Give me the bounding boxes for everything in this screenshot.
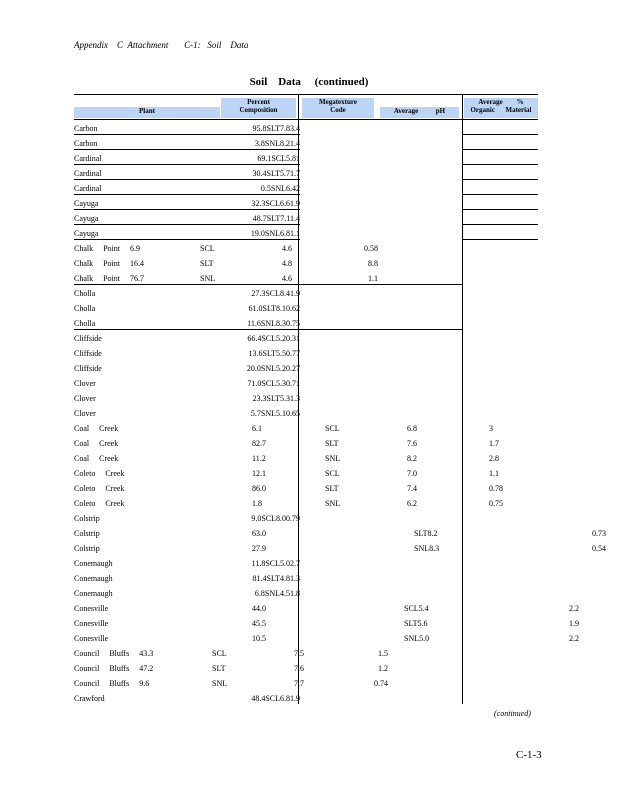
plant-name: Chalk Point 76.7	[74, 274, 145, 283]
row-value: 11.6SNL8.30.75	[247, 319, 300, 328]
plant-name: Clover	[74, 394, 96, 403]
row-value: 8.2	[407, 454, 417, 463]
row-value: 23.3SLT5.31.3	[252, 394, 300, 403]
row-value: 44.0	[252, 604, 266, 613]
page-title: Soil Data (continued)	[249, 76, 369, 88]
row-value: SLT	[325, 484, 339, 493]
plant-name: Conemaugh	[74, 559, 113, 568]
row-value: 4.6	[282, 274, 292, 283]
plant-name: Colstrip	[74, 514, 100, 523]
table-row	[74, 601, 614, 616]
table-row	[74, 511, 614, 526]
table-row	[74, 541, 614, 556]
row-value: 5.7SNL5.10.65	[250, 409, 300, 418]
row-value: 61.0SLT8.10.62	[248, 304, 300, 313]
row-value: SLT5.6	[404, 619, 428, 628]
plant-name: Cholla	[74, 289, 96, 298]
row-value: 7.5	[294, 649, 304, 658]
row-value: 20.0SNL5.20.27	[246, 364, 300, 373]
row-value: 66.4SCL5.20.31	[247, 334, 300, 343]
table-row	[74, 661, 614, 676]
plant-name: Coal Creek	[74, 454, 119, 463]
row-rule	[74, 284, 462, 285]
table-row	[74, 436, 614, 451]
plant-name: Council Bluffs 43.3	[74, 649, 154, 658]
row-value: 9.0SCL8.00.79	[251, 514, 300, 523]
row-value: SLT8.2	[414, 529, 438, 538]
row-value: 2.2	[569, 634, 579, 643]
plant-name: Carbon	[74, 139, 98, 148]
row-value: 6.1	[252, 424, 262, 433]
plant-name: Coleto Creek	[74, 499, 125, 508]
plant-name: Clover	[74, 409, 96, 418]
table-row	[74, 241, 614, 256]
column-header-percent-composition: Percent Composition	[221, 98, 296, 118]
row-value: SCL	[325, 469, 340, 478]
table-row	[74, 556, 614, 571]
row-value: 0.5SNL6.42	[260, 184, 300, 193]
row-rule	[74, 134, 300, 135]
table-row	[74, 421, 614, 436]
table-row	[74, 301, 614, 316]
row-value: SNL8.3	[414, 544, 440, 553]
plant-name: Clover	[74, 379, 96, 388]
column-header-megatexture-code: Megatexture Code	[302, 98, 374, 118]
row-value: 8.8	[368, 259, 378, 268]
continued-note: (continued)	[494, 709, 531, 718]
plant-name: Chalk Point 16.4	[74, 259, 145, 268]
table-row	[74, 466, 614, 481]
row-value: 2.8	[489, 454, 499, 463]
plant-name: Cholla	[74, 304, 96, 313]
plant-name: Coal Creek	[74, 424, 119, 433]
row-value: 1.2	[378, 664, 388, 673]
row-value: SLT	[212, 664, 226, 673]
table-row	[74, 571, 614, 586]
table-row	[74, 631, 614, 646]
row-value: SCL	[200, 244, 215, 253]
plant-name: Colstrip	[74, 544, 100, 553]
row-value: 3	[489, 424, 493, 433]
row-value: 48.7SLT7.11.4	[252, 214, 300, 223]
row-value: 30.4SLT5.71.7	[252, 169, 300, 178]
row-rule	[462, 164, 538, 165]
row-value: 1.8	[252, 499, 262, 508]
table-row	[74, 496, 614, 511]
row-value: 11.8SCL5.02.7	[251, 559, 300, 568]
plant-name: Coal Creek	[74, 439, 119, 448]
plant-name: Colstrip	[74, 529, 100, 538]
column-header-organic-material: Average % Organic Material	[464, 98, 538, 118]
page-number: C-1-3	[516, 749, 542, 761]
row-value: 0.75	[489, 499, 503, 508]
table-row	[74, 406, 614, 421]
row-value: SCL5.4	[404, 604, 429, 613]
row-value: 6.2	[407, 499, 417, 508]
plant-name: Cardinal	[74, 154, 102, 163]
row-rule	[74, 209, 300, 210]
plant-name: Council Bluffs 47.2	[74, 664, 154, 673]
row-rule	[462, 134, 538, 135]
plant-name: Cardinal	[74, 184, 102, 193]
row-rule	[462, 224, 538, 225]
row-value: 86.0	[252, 484, 266, 493]
row-value: 7.0	[407, 469, 417, 478]
table-row	[74, 526, 614, 541]
row-value: 63.0	[252, 529, 266, 538]
table-row	[74, 481, 614, 496]
plant-name: Cliffside	[74, 364, 102, 373]
row-value: 6.8SNL4.51.8	[254, 589, 300, 598]
plant-name: Cayuga	[74, 199, 99, 208]
row-value: 3.8SNL8.21.4	[254, 139, 300, 148]
table-row	[74, 391, 614, 406]
row-value: 0.78	[489, 484, 503, 493]
row-rule	[462, 179, 538, 180]
row-value: 27.3SCL8.41.9	[251, 289, 300, 298]
row-rule	[74, 224, 300, 225]
row-value: 4.6	[282, 244, 292, 253]
row-value: SCL	[325, 424, 340, 433]
running-header: Appendix C Attachment C-1: Soil Data	[74, 40, 249, 50]
row-rule	[74, 239, 300, 240]
row-value: 6.8	[407, 424, 417, 433]
row-rule	[462, 194, 538, 195]
row-value: 19.0SNL6.81.1	[250, 229, 300, 238]
row-value: 11.2	[252, 454, 266, 463]
row-rule	[74, 194, 300, 195]
table-row	[74, 256, 614, 271]
row-value: 69.1SCL5.81	[257, 154, 300, 163]
row-value: 7.6	[294, 664, 304, 673]
row-rule	[462, 149, 538, 150]
plant-name: Cliffside	[74, 349, 102, 358]
row-value: SLT	[200, 259, 214, 268]
row-value: 7.7	[294, 679, 304, 688]
table-row	[74, 346, 614, 361]
table-row	[74, 676, 614, 691]
row-value: SNL	[325, 454, 341, 463]
table-row	[74, 286, 614, 301]
row-value: 32.3SCL6.61.9	[251, 199, 300, 208]
plant-name: Chalk Point 6.9	[74, 244, 141, 253]
row-value: 45.5	[252, 619, 266, 628]
row-value: 7.6	[407, 439, 417, 448]
plant-name: Conesville	[74, 619, 109, 628]
plant-name: Conesville	[74, 604, 109, 613]
row-rule	[74, 164, 300, 165]
plant-name: Cardinal	[74, 169, 102, 178]
table-row	[74, 451, 614, 466]
row-value: SNL5.0	[404, 634, 430, 643]
table-row	[74, 616, 614, 631]
row-rule	[74, 149, 300, 150]
table-row	[74, 361, 614, 376]
table-top-rule	[74, 94, 538, 95]
plant-name: Conemaugh	[74, 574, 113, 583]
row-value: 2.2	[569, 604, 579, 613]
row-value: 82.7	[252, 439, 266, 448]
table-row	[74, 691, 614, 706]
row-value: SNL	[200, 274, 216, 283]
plant-name: Cayuga	[74, 229, 99, 238]
row-value: 81.4SLT4.81.3	[252, 574, 300, 583]
plant-name: Cayuga	[74, 214, 99, 223]
row-value: 1.9	[569, 619, 579, 628]
plant-name: Cholla	[74, 319, 96, 328]
row-rule	[462, 239, 538, 240]
row-value: 10.5	[252, 634, 266, 643]
table-row	[74, 376, 614, 391]
row-value: SLT	[325, 439, 339, 448]
table-row	[74, 331, 614, 346]
row-value: 7.4	[407, 484, 417, 493]
row-value: 71.0SCL5.30.71	[247, 379, 300, 388]
row-value: 1.5	[378, 649, 388, 658]
row-value: 0.58	[364, 244, 378, 253]
row-value: 48.4SCL6.81.9	[251, 694, 300, 703]
table-row	[74, 646, 614, 661]
row-value: SCL	[212, 649, 227, 658]
row-value: 0.54	[592, 544, 606, 553]
plant-name: Coleto Creek	[74, 469, 125, 478]
plant-name: Coleto Creek	[74, 484, 125, 493]
row-value: 0.73	[592, 529, 606, 538]
row-value: 4.8	[282, 259, 292, 268]
row-value: SNL	[212, 679, 228, 688]
plant-name: Crawford	[74, 694, 105, 703]
row-value: SNL	[325, 499, 341, 508]
plant-name: Conesville	[74, 634, 109, 643]
table-row	[74, 586, 614, 601]
row-rule	[462, 209, 538, 210]
column-header-average-ph: Average pH	[380, 107, 459, 118]
plant-name: Carbon	[74, 124, 98, 133]
row-value: 1.1	[489, 469, 499, 478]
row-value: 95.8SLT7.83.4	[252, 124, 300, 133]
plant-name: Cliffside	[74, 334, 102, 343]
row-rule	[74, 329, 462, 330]
plant-name: Council Bluffs 9.6	[74, 679, 150, 688]
row-value: 0.74	[374, 679, 388, 688]
row-value: 13.6SLT5.50.77	[248, 349, 300, 358]
row-value: 12.1	[252, 469, 266, 478]
plant-name: Conemaugh	[74, 589, 113, 598]
column-header-plant: Plant	[74, 107, 220, 118]
row-rule	[74, 179, 300, 180]
row-value: 1.7	[489, 439, 499, 448]
row-value: 1.1	[368, 274, 378, 283]
header-bottom-rule	[74, 119, 538, 120]
row-value: 27.9	[252, 544, 266, 553]
